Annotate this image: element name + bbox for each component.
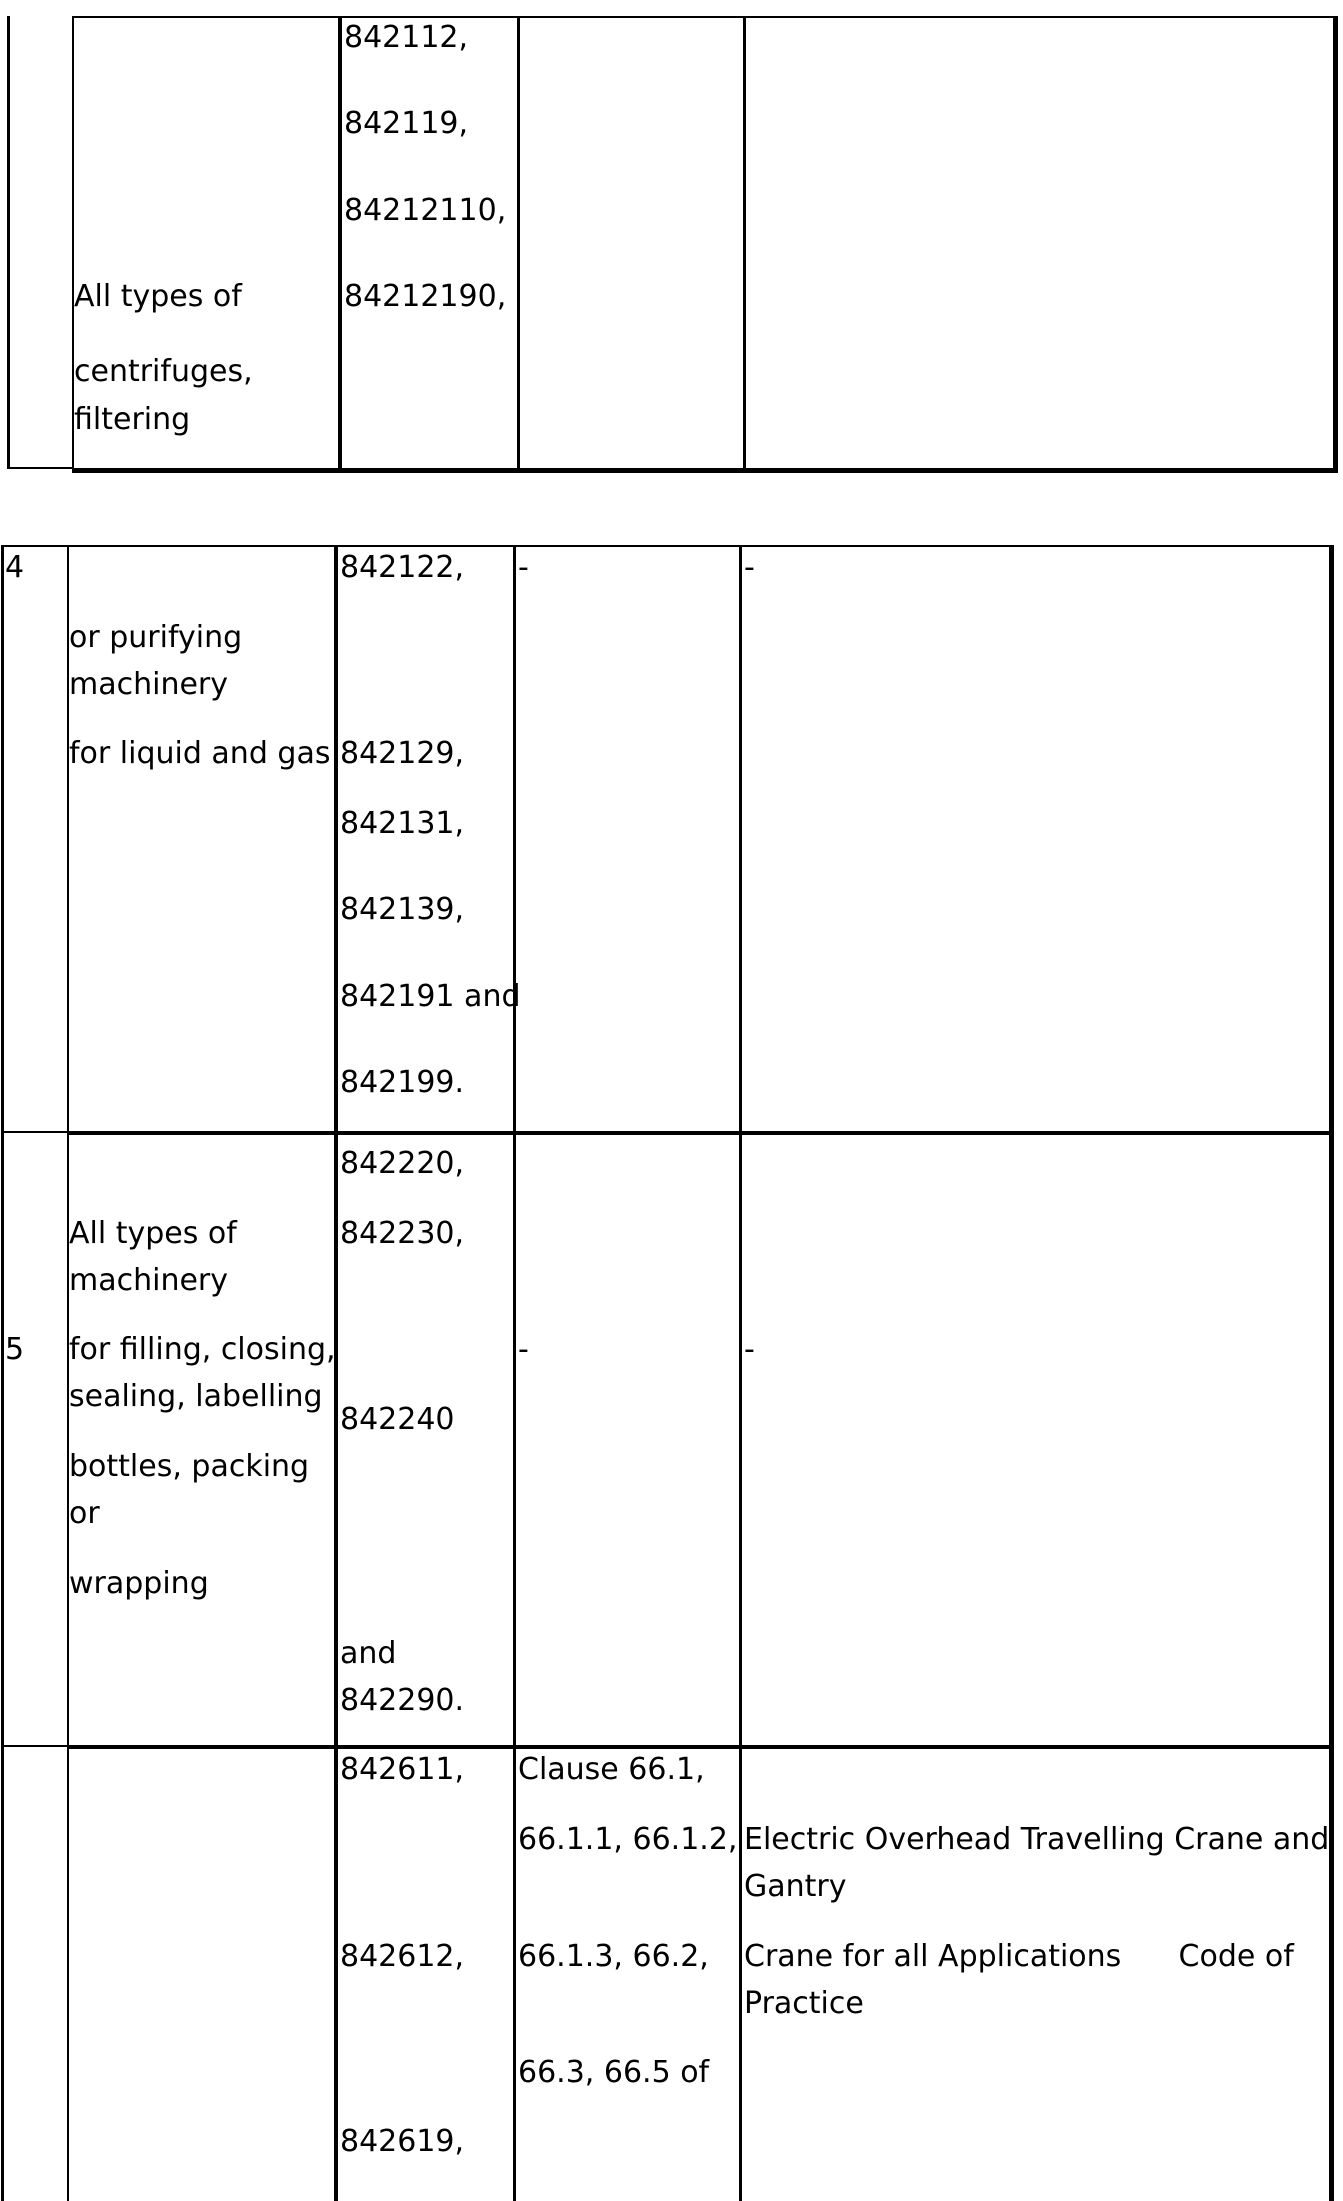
- row6-clause-1: Clause 66.1,: [518, 1752, 705, 1787]
- top-table-divider-3: [517, 16, 520, 472]
- row5-desc-7: wrapping: [69, 1566, 209, 1601]
- top-code-3: 84212110,: [344, 193, 507, 228]
- row4-code-2: 842129,: [340, 736, 465, 771]
- row5-code-2: 842230,: [340, 1216, 465, 1251]
- row6-clause-4: 66.3, 66.5 of: [518, 2055, 710, 2090]
- row4-code-6: 842199.: [340, 1065, 465, 1100]
- main-table-border-left: [1, 545, 4, 2201]
- row4-code-1: 842122,: [340, 550, 465, 585]
- top-table-divider-2: [338, 16, 342, 472]
- row5-number: 5: [5, 1332, 25, 1367]
- row5-desc-3: for filling, closing,: [69, 1332, 336, 1367]
- row4-code-5: 842191 and: [340, 979, 521, 1014]
- top-table-border-top: [72, 16, 1336, 18]
- top-code-2: 842119,: [344, 106, 469, 141]
- row6-standard-4: Practice: [744, 1986, 864, 2021]
- row4-desc-2: machinery: [69, 667, 229, 702]
- row5-code-1: 842220,: [340, 1146, 465, 1181]
- main-table-border-right: [1329, 545, 1334, 2201]
- main-table-border-top: [1, 545, 1334, 547]
- row6-standard-3: Crane for all Applications Code of: [744, 1939, 1294, 1974]
- row4-number: 4: [5, 550, 25, 585]
- row6-clause-3: 66.1.3, 66.2,: [518, 1939, 709, 1974]
- top-table-divider-4: [743, 16, 746, 472]
- main-table-divider-4: [739, 545, 742, 2201]
- row6-code-1: 842611,: [340, 1752, 465, 1787]
- row5-desc-1: All types of: [69, 1216, 237, 1251]
- row5-col5-dash: -: [744, 1332, 755, 1367]
- row4-desc-1: or purifying: [69, 620, 243, 655]
- row4-desc-3: for liquid and gas: [69, 736, 331, 771]
- row6-code-2: 842612,: [340, 1939, 465, 1974]
- row6-clause-2: 66.1.1, 66.1.2,: [518, 1822, 738, 1857]
- row4-col4-dash: -: [518, 550, 529, 585]
- row6-code-3: 842619,: [340, 2124, 465, 2159]
- row6-standard-1: Electric Overhead Travelling Crane and: [744, 1822, 1330, 1857]
- top-desc-line-3: filtering: [74, 402, 191, 437]
- row6-standard-2: Gantry: [744, 1869, 847, 1904]
- row4-code-4: 842139,: [340, 892, 465, 927]
- top-code-1: 842112,: [344, 20, 469, 55]
- row5-border-left: [1, 1131, 69, 1133]
- row5-code-5: 842290.: [340, 1683, 465, 1718]
- row5-border-top: [67, 1131, 1334, 1135]
- main-table-divider-3: [513, 545, 516, 2201]
- top-table-border-left: [7, 16, 10, 468]
- row5-desc-5: bottles, packing: [69, 1449, 310, 1484]
- top-table-border-bottom-left: [7, 467, 74, 469]
- row4-col5-dash: -: [744, 550, 755, 585]
- row5-desc-2: machinery: [69, 1263, 229, 1298]
- top-desc-line-1: All types of: [74, 279, 242, 314]
- row5-code-3: 842240: [340, 1402, 455, 1437]
- row5-code-4: and: [340, 1636, 397, 1671]
- top-code-4: 84212190,: [344, 279, 507, 314]
- main-table-divider-2: [334, 545, 338, 2201]
- row5-desc-6: or: [69, 1496, 100, 1531]
- row6-border-left: [1, 1745, 69, 1747]
- top-table-border-bottom: [72, 468, 1338, 473]
- top-desc-line-2: centrifuges,: [74, 354, 253, 389]
- row5-desc-4: sealing, labelling: [69, 1379, 323, 1414]
- row4-code-3: 842131,: [340, 806, 465, 841]
- row5-col4-dash: -: [518, 1332, 529, 1367]
- top-table-border-right: [1333, 16, 1338, 472]
